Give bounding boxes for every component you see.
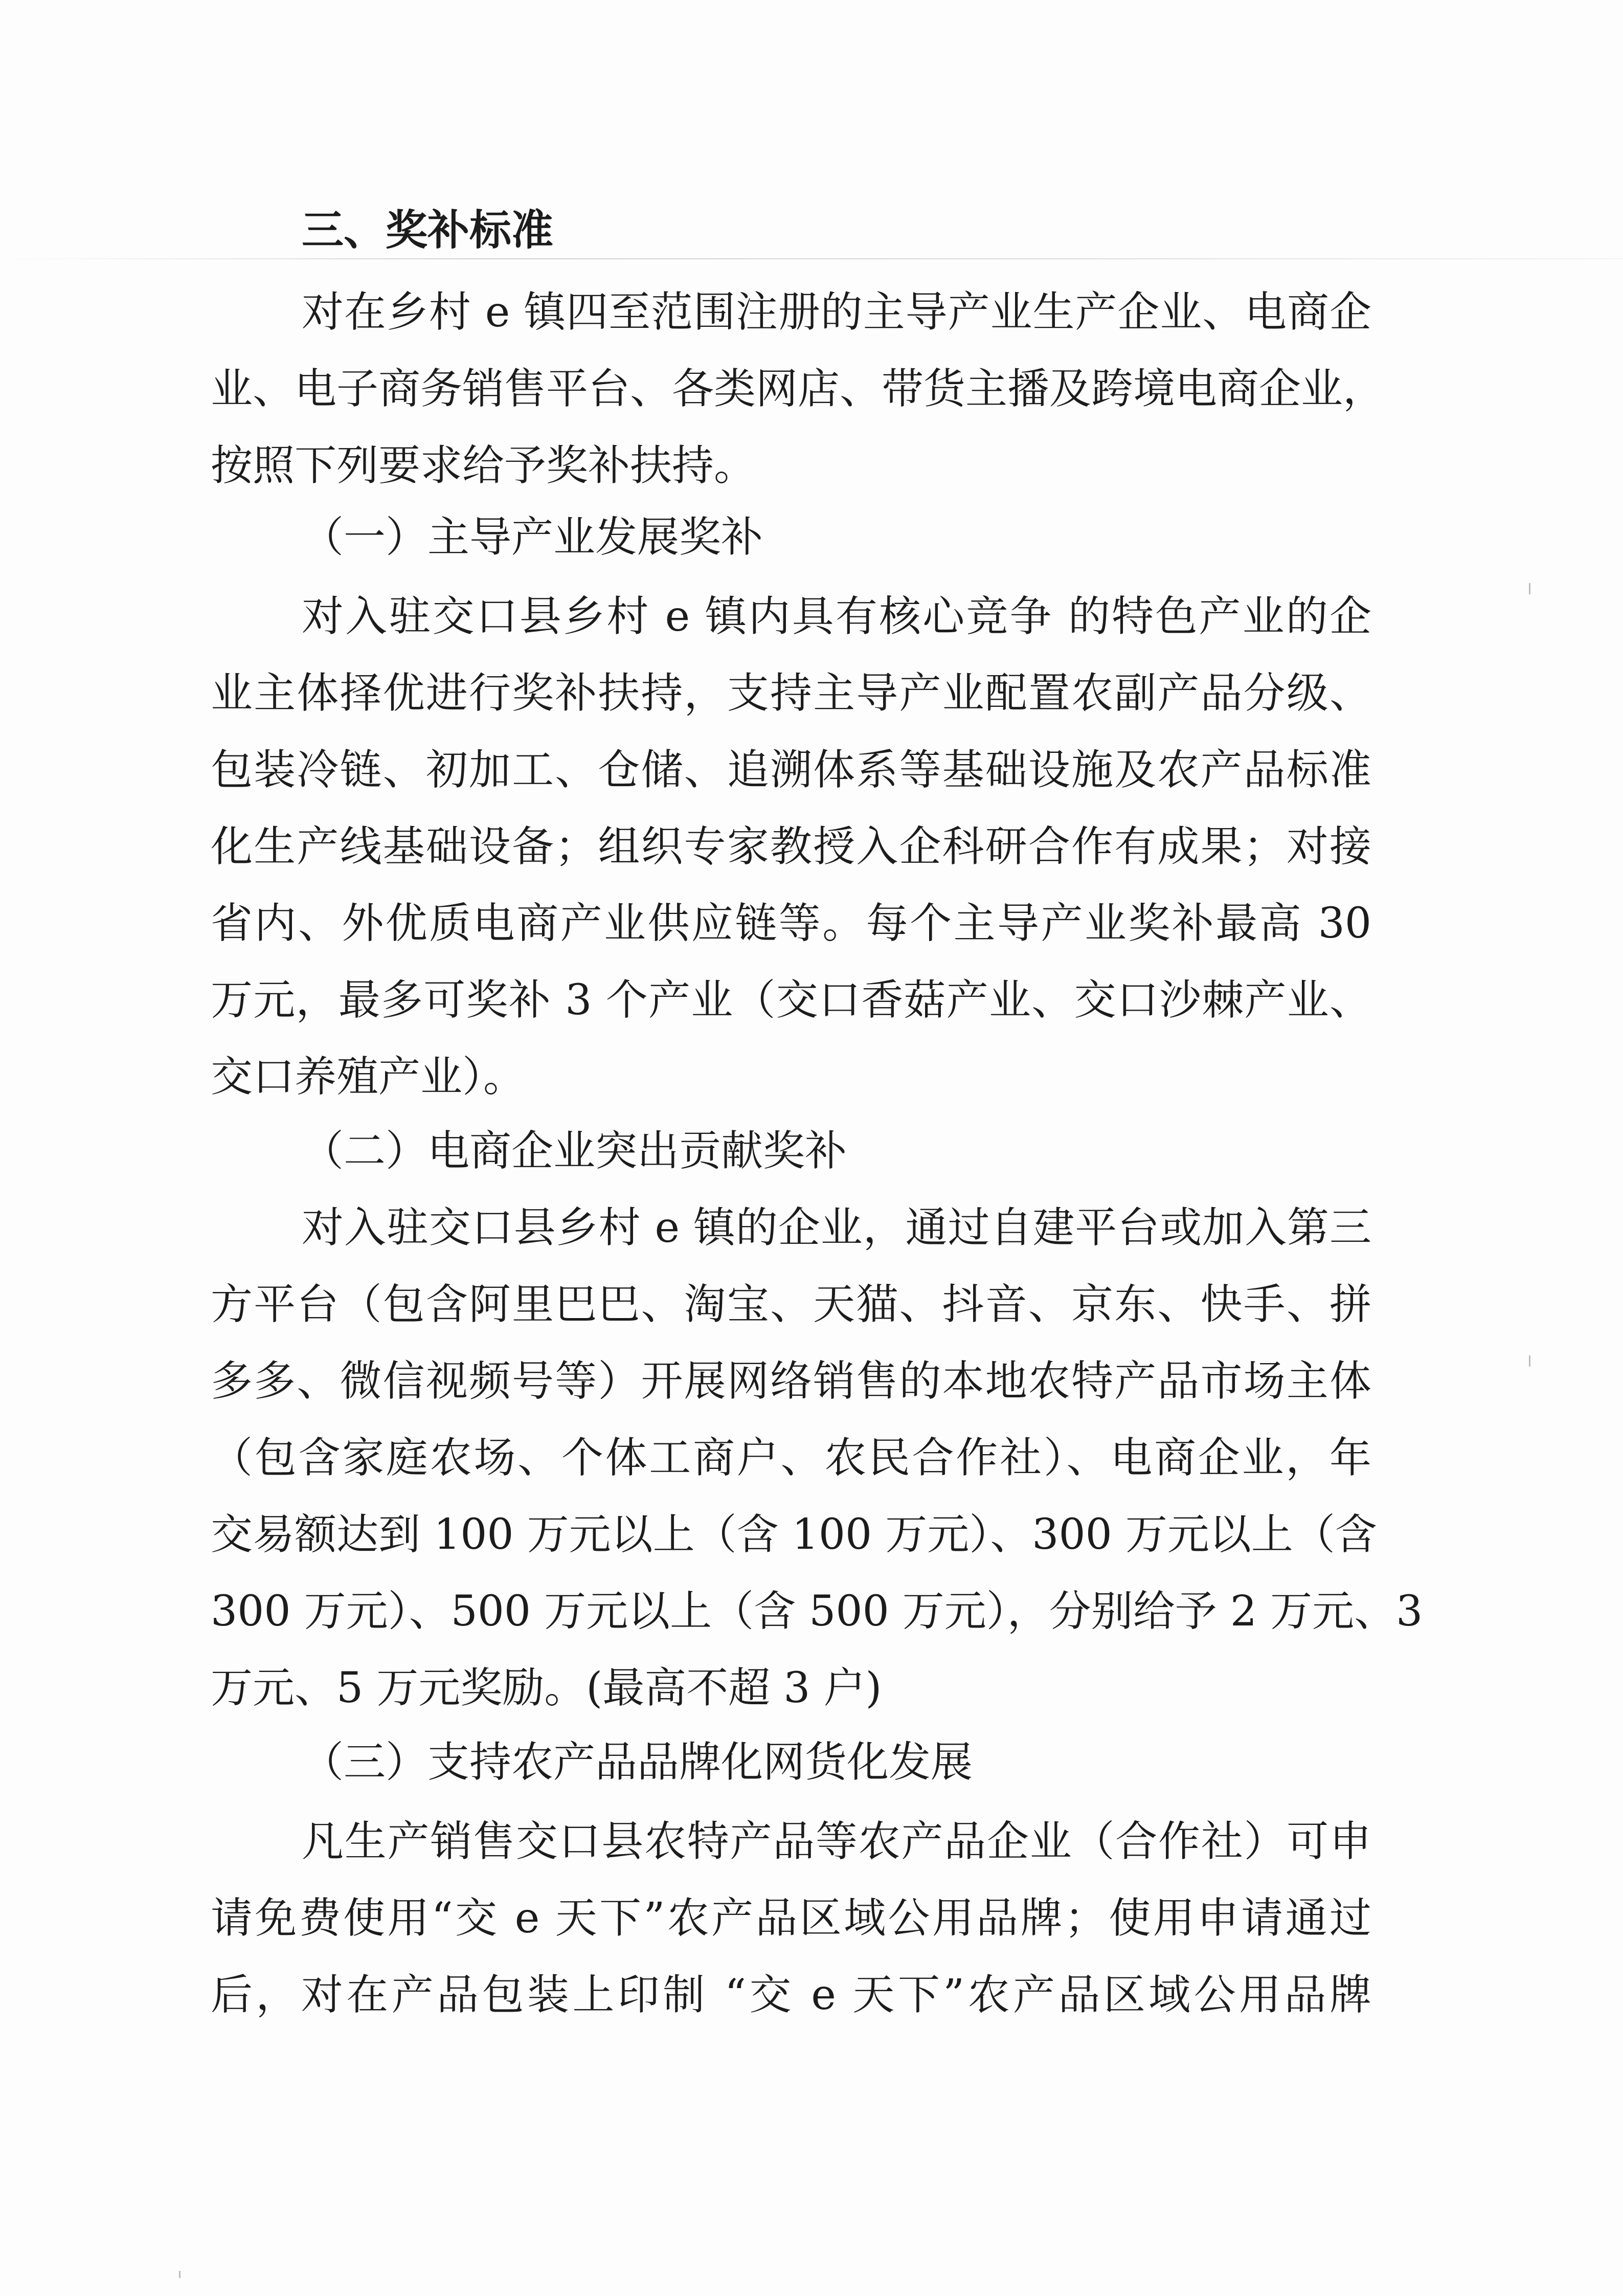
paragraph-line: 按照下列要求给予奖补扶持。 (211, 441, 756, 490)
item1-title: （一）主导产业发展奖补 (302, 513, 763, 562)
section-heading: 三、奖补标准 (302, 206, 554, 255)
scan-speck (179, 2271, 181, 2278)
paragraph-line: 对入驻交口县乡村 e 镇的企业，通过自建平台或加入第三 (302, 1203, 1371, 1252)
paragraph-line: 凡生产销售交口县农特产品等农产品企业（合作社）可申 (302, 1817, 1371, 1866)
paragraph-line: 交口养殖产业）。 (211, 1053, 526, 1101)
paragraph-line: 业主体择优进行奖补扶持，支持主导产业配置农副产品分级、 (211, 669, 1371, 718)
paragraph-line: 万元、5 万元奖励。(最高不超 3 户) (211, 1664, 882, 1712)
paragraph-line: 交易额达到 100 万元以上（含 100 万元）、300 万元以上（含 (211, 1510, 1377, 1559)
paragraph-line: 省内、外优质电商产业供应链等。每个主导产业奖补最高 30 (211, 899, 1371, 948)
paragraph-line: 后，对在产品包装上印制 “交 e 天下”农产品区域公用品牌 (211, 1971, 1371, 2019)
paragraph-line: 业、电子商务销售平台、各类网店、带货主播及跨境电商企业， (211, 365, 1385, 413)
scan-artifact-line (0, 258, 1623, 259)
paragraph-line: 方平台（包含阿里巴巴、淘宝、天猫、抖音、京东、快手、拼 (211, 1280, 1371, 1329)
paragraph-line: 对入驻交口县乡村 e 镇内具有核心竞争 的特色产业的企 (302, 592, 1371, 641)
item3-title: （三）支持农产品品牌化网货化发展 (302, 1738, 973, 1787)
item2-title: （二）电商企业突出贡献奖补 (302, 1127, 847, 1175)
paragraph-line: （包含家庭农场、个体工商户、农民合作社）、电商企业，年 (211, 1434, 1371, 1482)
paragraph-line: 化生产线基础设备；组织专家教授入企科研合作有成果；对接 (211, 822, 1371, 871)
paragraph-line: 万元，最多可奖补 3 个产业（交口香菇产业、交口沙棘产业、 (211, 976, 1371, 1024)
paragraph-line: 对在乡村 e 镇四至范围注册的主导产业生产企业、电商企 (302, 288, 1371, 337)
paragraph-line: 300 万元）、500 万元以上（含 500 万元），分别给予 2 万元、3 (211, 1587, 1423, 1636)
paragraph-line: 请免费使用“交 e 天下”农产品区域公用品牌；使用申请通过 (211, 1894, 1371, 1943)
scan-speck (1529, 583, 1530, 594)
paragraph-line: 多多、微信视频号等）开展网络销售的本地农特产品市场主体 (211, 1357, 1371, 1406)
scan-speck (1529, 1355, 1530, 1367)
paragraph-line: 包装冷链、初加工、仓储、追溯体系等基础设施及农产品标准 (211, 746, 1371, 794)
